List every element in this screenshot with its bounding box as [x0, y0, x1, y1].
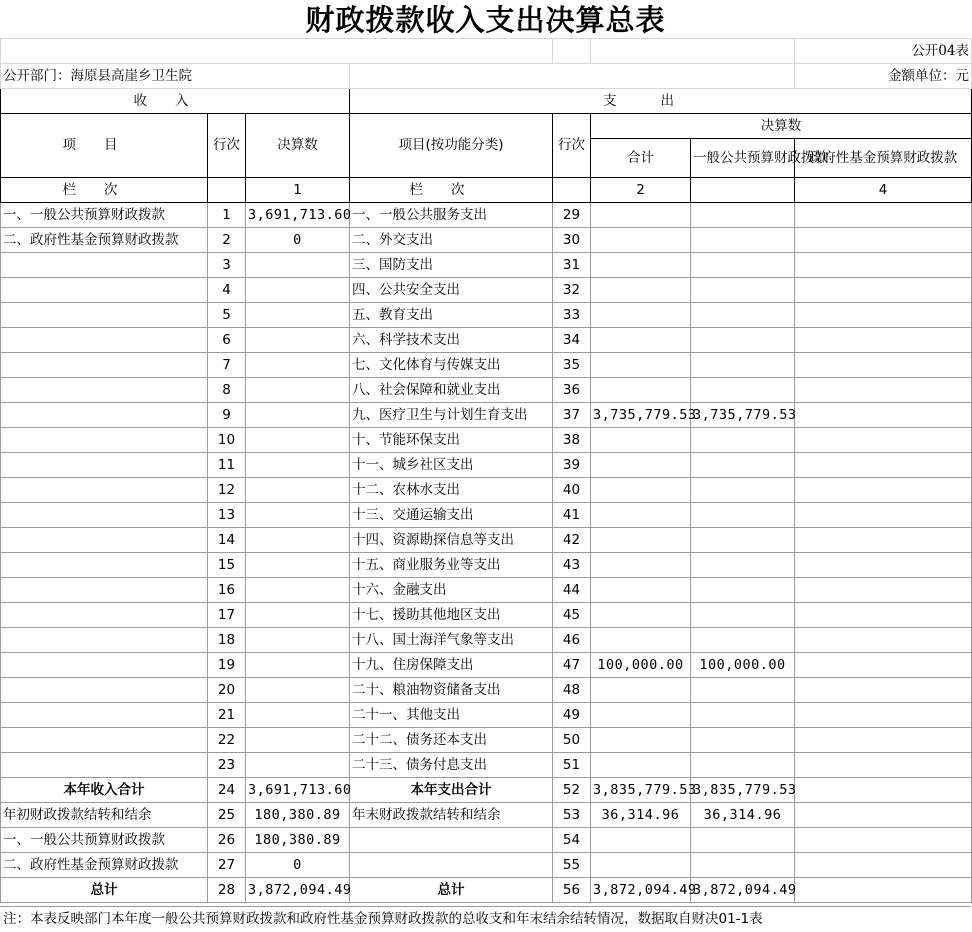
expense-general — [691, 753, 795, 778]
income-item — [1, 728, 208, 753]
expense-fund — [795, 853, 972, 878]
table-row — [1, 378, 972, 403]
income-item — [1, 628, 208, 653]
expense-fund — [795, 628, 972, 653]
income-line-no: 25 — [208, 803, 246, 828]
income-line-no-header: 行次 — [208, 114, 246, 178]
income-item — [1, 278, 208, 303]
income-amount: 180,380.89 — [246, 828, 350, 853]
expense-item: 十七、援助其他地区支出 — [350, 603, 553, 628]
expense-item: 二十、粮油物资储备支出 — [350, 678, 553, 703]
expense-line-no: 31 — [553, 253, 591, 278]
income-line-no: 13 — [208, 503, 246, 528]
income-line-no: 6 — [208, 328, 246, 353]
expense-fund — [795, 828, 972, 853]
expense-line-no: 37 — [553, 403, 591, 428]
expense-general — [691, 853, 795, 878]
income-item: 二、政府性基金预算财政拨款 — [1, 853, 208, 878]
expense-item — [350, 853, 553, 878]
expense-line-no: 32 — [553, 278, 591, 303]
expense-column-no-label: 栏次 — [350, 178, 553, 203]
expense-general — [691, 503, 795, 528]
expense-total: 3,735,779.53 — [591, 403, 691, 428]
expense-fund — [795, 278, 972, 303]
income-item — [1, 578, 208, 603]
expense-general — [691, 478, 795, 503]
expense-general: 3,835,779.53 — [691, 778, 795, 803]
expense-line-no: 39 — [553, 453, 591, 478]
income-header: 收入 — [1, 89, 350, 114]
expense-line-no: 47 — [553, 653, 591, 678]
expense-item: 十五、商业服务业等支出 — [350, 553, 553, 578]
income-amount — [246, 428, 350, 453]
income-amount — [246, 528, 350, 553]
expense-total-column-no: 2 — [591, 178, 691, 203]
expense-general — [691, 203, 795, 228]
expense-fund — [795, 378, 972, 403]
expense-total — [591, 278, 691, 303]
income-line-no: 2 — [208, 228, 246, 253]
income-item — [1, 403, 208, 428]
income-amount: 0 — [246, 228, 350, 253]
table-row — [1, 228, 972, 253]
expense-total — [591, 528, 691, 553]
expense-line-no: 53 — [553, 803, 591, 828]
expense-total — [591, 678, 691, 703]
expense-fund — [795, 303, 972, 328]
expense-item: 六、科学技术支出 — [350, 328, 553, 353]
expense-total — [591, 628, 691, 653]
expense-item: 五、教育支出 — [350, 303, 553, 328]
income-line-no: 19 — [208, 653, 246, 678]
expense-item: 三、国防支出 — [350, 253, 553, 278]
income-item — [1, 478, 208, 503]
expense-total — [591, 703, 691, 728]
department-label: 公开部门：海原县高崖乡卫生院 — [1, 64, 350, 89]
expense-fund — [795, 603, 972, 628]
income-line-no: 9 — [208, 403, 246, 428]
expense-line-no: 33 — [553, 303, 591, 328]
expense-item: 一、一般公共服务支出 — [350, 203, 553, 228]
income-column-no-label: 栏次 — [1, 178, 208, 203]
expense-total: 3,872,094.49 — [591, 878, 691, 903]
expense-line-no: 41 — [553, 503, 591, 528]
expense-line-no: 54 — [553, 828, 591, 853]
expense-item: 九、医疗卫生与计划生育支出 — [350, 403, 553, 428]
expense-total — [591, 453, 691, 478]
blank-cell — [208, 178, 246, 203]
expense-fund — [795, 503, 972, 528]
expense-total — [591, 428, 691, 453]
expense-item: 十三、交通运输支出 — [350, 503, 553, 528]
income-item — [1, 353, 208, 378]
expense-fund — [795, 228, 972, 253]
expense-item: 年末财政拨款结转和结余 — [350, 803, 553, 828]
income-item — [1, 653, 208, 678]
expense-line-no: 30 — [553, 228, 591, 253]
expense-item: 四、公共安全支出 — [350, 278, 553, 303]
expense-item: 十、节能环保支出 — [350, 428, 553, 453]
expense-general — [691, 253, 795, 278]
income-amount: 0 — [246, 853, 350, 878]
expense-line-no: 40 — [553, 478, 591, 503]
income-item: 二、政府性基金预算财政拨款 — [1, 228, 208, 253]
income-item — [1, 603, 208, 628]
expense-fund — [795, 728, 972, 753]
expense-fund — [795, 578, 972, 603]
expense-fund — [795, 328, 972, 353]
expense-item: 二十二、债务还本支出 — [350, 728, 553, 753]
expense-general — [691, 303, 795, 328]
income-line-no: 10 — [208, 428, 246, 453]
expense-total — [591, 303, 691, 328]
income-line-no: 22 — [208, 728, 246, 753]
expense-line-no: 34 — [553, 328, 591, 353]
expense-total — [591, 228, 691, 253]
expense-fund — [795, 253, 972, 278]
income-line-no: 12 — [208, 478, 246, 503]
expense-total — [591, 253, 691, 278]
income-amount — [246, 278, 350, 303]
income-amount: 3,691,713.60 — [246, 778, 350, 803]
unit-label: 金额单位：元 — [795, 64, 972, 89]
expense-fund — [795, 453, 972, 478]
expense-total: 3,835,779.53 — [591, 778, 691, 803]
income-line-no: 14 — [208, 528, 246, 553]
expense-item: 十六、金融支出 — [350, 578, 553, 603]
grand-total-row — [1, 878, 972, 903]
income-line-no: 7 — [208, 353, 246, 378]
table-row — [1, 528, 972, 553]
expense-general — [691, 828, 795, 853]
table-row — [1, 728, 972, 753]
income-amount — [246, 378, 350, 403]
expense-line-no: 56 — [553, 878, 591, 903]
expense-item: 八、社会保障和就业支出 — [350, 378, 553, 403]
table-row — [1, 253, 972, 278]
expense-total — [591, 328, 691, 353]
income-item: 一、一般公共预算财政拨款 — [1, 203, 208, 228]
income-item — [1, 703, 208, 728]
expense-total — [591, 478, 691, 503]
expense-amount-header: 决算数 — [591, 114, 972, 139]
expense-general — [691, 628, 795, 653]
expense-fund — [795, 878, 972, 903]
year-total-row — [1, 778, 972, 803]
expense-item: 本年支出合计 — [350, 778, 553, 803]
income-item — [1, 303, 208, 328]
income-line-no: 20 — [208, 678, 246, 703]
expense-fund — [795, 803, 972, 828]
income-amount: 3,691,713.60 — [246, 203, 350, 228]
expense-total — [591, 753, 691, 778]
income-line-no: 23 — [208, 753, 246, 778]
table-row — [1, 503, 972, 528]
blank-cell — [1, 39, 553, 64]
blank-cell — [553, 178, 591, 203]
income-line-no: 3 — [208, 253, 246, 278]
expense-general: 3,872,094.49 — [691, 878, 795, 903]
expense-fund — [795, 678, 972, 703]
income-amount — [246, 578, 350, 603]
income-line-no: 21 — [208, 703, 246, 728]
income-amount: 180,380.89 — [246, 803, 350, 828]
expense-header: 支出 — [350, 89, 972, 114]
expense-line-no-header: 行次 — [553, 114, 591, 178]
expense-fund — [795, 653, 972, 678]
income-amount — [246, 653, 350, 678]
table-row — [1, 353, 972, 378]
expense-item: 十一、城乡社区支出 — [350, 453, 553, 478]
income-amount — [246, 753, 350, 778]
expense-total — [591, 503, 691, 528]
expense-line-no: 43 — [553, 553, 591, 578]
expense-fund-header: 政府性基金预算财政拨款 — [795, 139, 972, 178]
expense-general — [691, 603, 795, 628]
expense-item: 十九、住房保障支出 — [350, 653, 553, 678]
balance-general-row — [1, 828, 972, 853]
income-amount: 3,872,094.49 — [246, 878, 350, 903]
expense-fund — [795, 553, 972, 578]
income-item — [1, 503, 208, 528]
income-item — [1, 453, 208, 478]
income-amount — [246, 678, 350, 703]
expense-fund — [795, 428, 972, 453]
balance-row — [1, 803, 972, 828]
expense-general — [691, 728, 795, 753]
income-amount — [246, 628, 350, 653]
expense-total: 36,314.96 — [591, 803, 691, 828]
table-row — [1, 403, 972, 428]
income-line-no: 24 — [208, 778, 246, 803]
blank-cell — [591, 39, 795, 64]
income-line-no: 27 — [208, 853, 246, 878]
income-amount — [246, 478, 350, 503]
income-line-no: 5 — [208, 303, 246, 328]
table-row — [1, 203, 972, 228]
expense-total: 100,000.00 — [591, 653, 691, 678]
page-title: 财政拨款收入支出决算总表 — [305, 3, 666, 37]
expense-general-header: 一般公共预算财政拨款 — [691, 139, 795, 178]
expense-total — [591, 828, 691, 853]
table-row — [1, 428, 972, 453]
income-column-no: 1 — [246, 178, 350, 203]
expense-item-header: 项目(按功能分类) — [350, 114, 553, 178]
table-row — [1, 603, 972, 628]
table-row — [1, 278, 972, 303]
income-amount — [246, 253, 350, 278]
income-line-no: 17 — [208, 603, 246, 628]
expense-fund — [795, 203, 972, 228]
expense-general: 3,735,779.53 — [691, 403, 795, 428]
expense-total — [591, 353, 691, 378]
income-amount — [246, 728, 350, 753]
income-amount — [246, 603, 350, 628]
income-item-header: 项目 — [1, 114, 208, 178]
table-row — [1, 478, 972, 503]
income-item — [1, 428, 208, 453]
expense-line-no: 50 — [553, 728, 591, 753]
table-row — [1, 578, 972, 603]
expense-total — [591, 853, 691, 878]
expense-fund — [795, 753, 972, 778]
expense-item: 总计 — [350, 878, 553, 903]
income-item: 一、一般公共预算财政拨款 — [1, 828, 208, 853]
expense-line-no: 48 — [553, 678, 591, 703]
expense-fund — [795, 478, 972, 503]
income-line-no: 26 — [208, 828, 246, 853]
income-amount — [246, 453, 350, 478]
expense-item: 二十一、其他支出 — [350, 703, 553, 728]
table-row — [1, 453, 972, 478]
income-line-no: 18 — [208, 628, 246, 653]
income-line-no: 1 — [208, 203, 246, 228]
expense-item: 二十三、债务付息支出 — [350, 753, 553, 778]
expense-general — [691, 228, 795, 253]
income-item — [1, 253, 208, 278]
form-code: 公开04表 — [795, 39, 972, 64]
expense-general — [691, 703, 795, 728]
expense-line-no: 42 — [553, 528, 591, 553]
expense-line-no: 35 — [553, 353, 591, 378]
expense-general — [691, 353, 795, 378]
table-row — [1, 328, 972, 353]
income-amount — [246, 303, 350, 328]
expense-fund — [795, 353, 972, 378]
expense-item — [350, 828, 553, 853]
income-line-no: 8 — [208, 378, 246, 403]
expense-line-no: 44 — [553, 578, 591, 603]
expense-item: 二、外交支出 — [350, 228, 553, 253]
expense-general — [691, 328, 795, 353]
income-amount — [246, 328, 350, 353]
expense-fund — [795, 703, 972, 728]
table-row — [1, 703, 972, 728]
blank-cell — [691, 178, 795, 203]
expense-general — [691, 378, 795, 403]
income-line-no: 4 — [208, 278, 246, 303]
expense-item: 十八、国土海洋气象等支出 — [350, 628, 553, 653]
expense-line-no: 29 — [553, 203, 591, 228]
table-row — [1, 553, 972, 578]
income-line-no: 15 — [208, 553, 246, 578]
income-item: 年初财政拨款结转和结余 — [1, 803, 208, 828]
income-line-no: 11 — [208, 453, 246, 478]
expense-line-no: 51 — [553, 753, 591, 778]
blank-cell — [553, 39, 591, 64]
expense-general — [691, 428, 795, 453]
income-item — [1, 328, 208, 353]
income-item — [1, 678, 208, 703]
income-amount — [246, 703, 350, 728]
expense-item: 七、文化体育与传媒支出 — [350, 353, 553, 378]
report-table — [0, 38, 972, 903]
income-item — [1, 753, 208, 778]
expense-general — [691, 278, 795, 303]
income-item — [1, 528, 208, 553]
income-line-no: 16 — [208, 578, 246, 603]
expense-line-no: 46 — [553, 628, 591, 653]
expense-total — [591, 603, 691, 628]
income-item — [1, 378, 208, 403]
income-item: 总计 — [1, 878, 208, 903]
expense-general — [691, 678, 795, 703]
expense-general — [691, 453, 795, 478]
footnote: 注：本表反映部门本年度一般公共预算财政拨款和政府性基金预算财政拨款的总收支和年末结余结转情况，数据取自财决01-1表 — [0, 906, 971, 931]
expense-total — [591, 203, 691, 228]
expense-line-no: 38 — [553, 428, 591, 453]
expense-fund-column-no: 4 — [795, 178, 972, 203]
income-item: 本年收入合计 — [1, 778, 208, 803]
income-amount — [246, 503, 350, 528]
expense-general: 36,314.96 — [691, 803, 795, 828]
table-row — [1, 753, 972, 778]
table-row — [1, 678, 972, 703]
income-amount — [246, 403, 350, 428]
expense-item: 十二、农林水支出 — [350, 478, 553, 503]
expense-general — [691, 578, 795, 603]
expense-line-no: 55 — [553, 853, 591, 878]
income-line-no: 28 — [208, 878, 246, 903]
income-amount — [246, 353, 350, 378]
expense-line-no: 45 — [553, 603, 591, 628]
blank-cell — [350, 64, 795, 89]
income-amount-header: 决算数 — [246, 114, 350, 178]
expense-general: 100,000.00 — [691, 653, 795, 678]
expense-general — [691, 553, 795, 578]
table-row — [1, 303, 972, 328]
expense-line-no: 36 — [553, 378, 591, 403]
table-row — [1, 653, 972, 678]
expense-total — [591, 578, 691, 603]
expense-fund — [795, 403, 972, 428]
expense-line-no: 52 — [553, 778, 591, 803]
table-row — [1, 628, 972, 653]
income-amount — [246, 553, 350, 578]
expense-total-header: 合计 — [591, 139, 691, 178]
expense-line-no: 49 — [553, 703, 591, 728]
expense-fund — [795, 778, 972, 803]
expense-total — [591, 728, 691, 753]
expense-item: 十四、资源勘探信息等支出 — [350, 528, 553, 553]
income-item — [1, 553, 208, 578]
expense-total — [591, 378, 691, 403]
expense-general — [691, 528, 795, 553]
expense-total — [591, 553, 691, 578]
expense-fund — [795, 528, 972, 553]
balance-fund-row — [1, 853, 972, 878]
